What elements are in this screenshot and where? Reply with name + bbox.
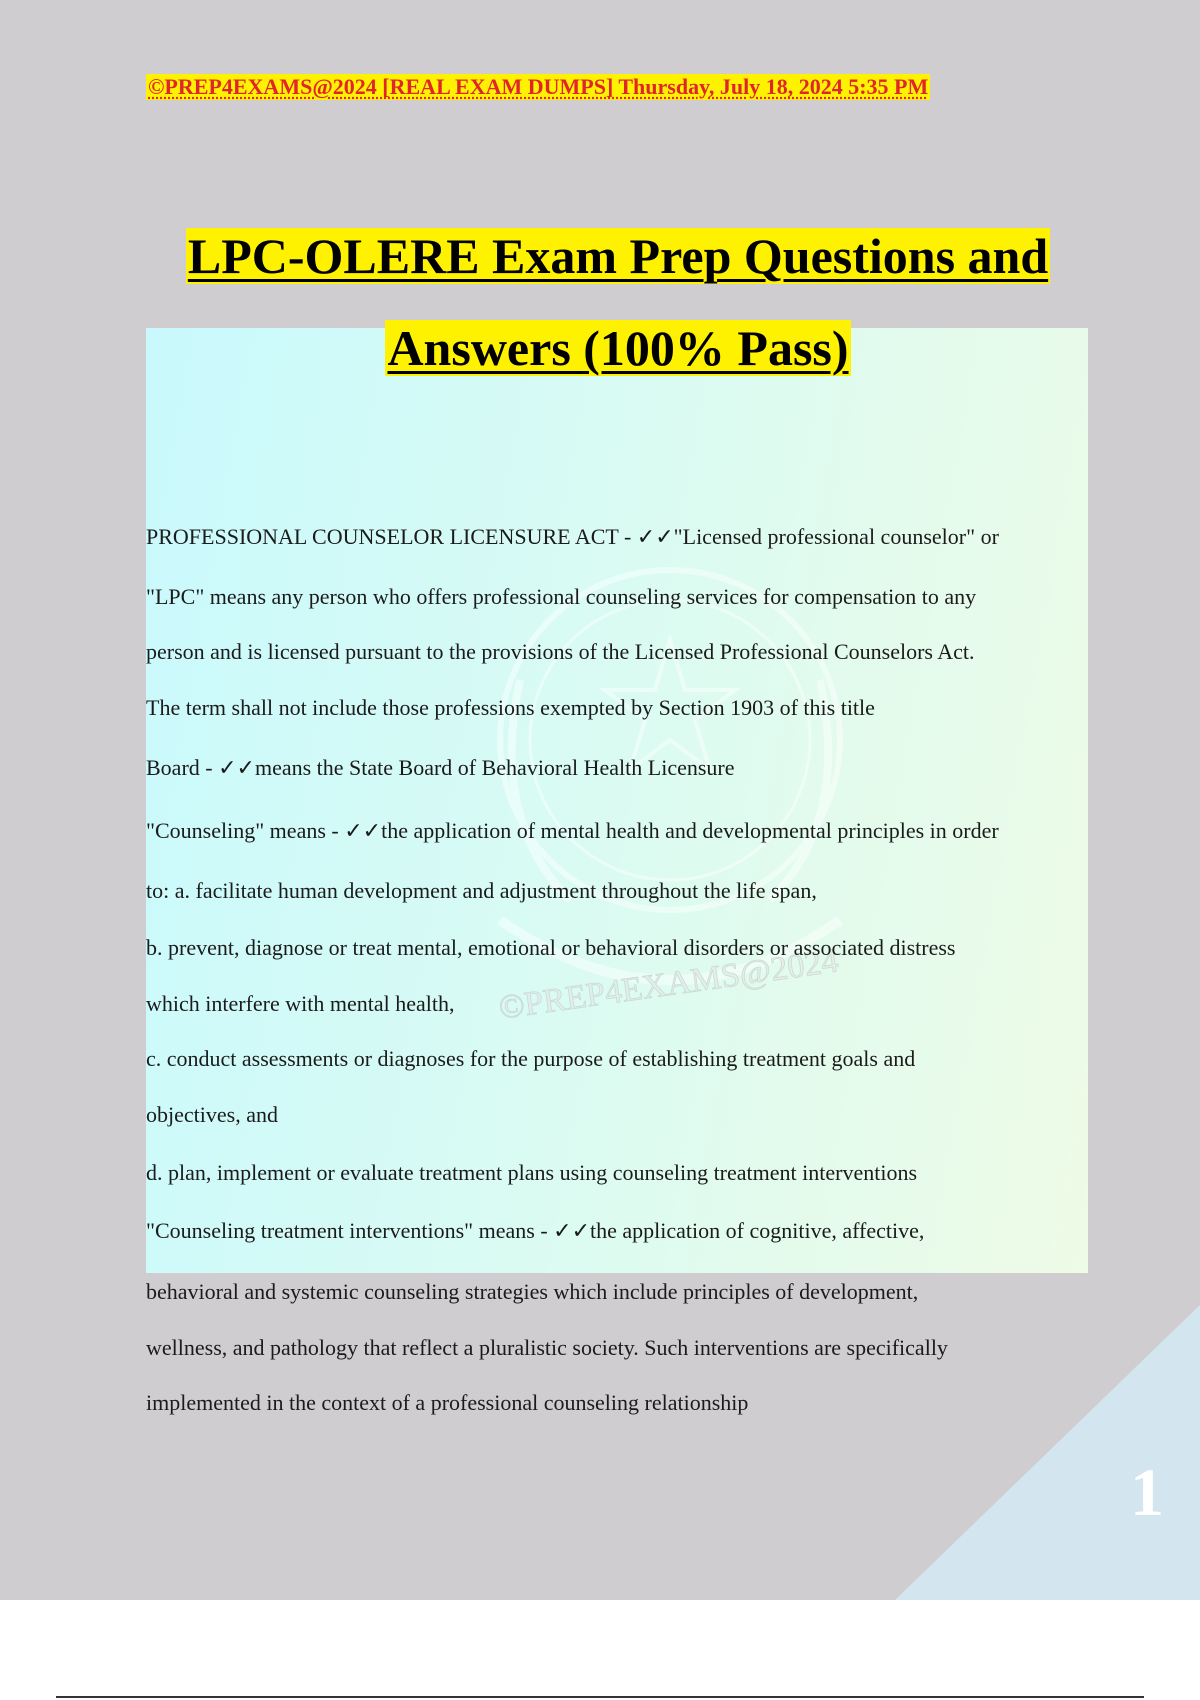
body-line: objectives, and: [146, 1102, 278, 1127]
body-line: Board - ✓✓means the State Board of Behavioral Health Licensure: [146, 755, 735, 780]
body-line: which interfere with mental health,: [146, 991, 455, 1016]
body-line: "Counseling" means - ✓✓the application of mental health and developmental principles in order: [146, 818, 999, 843]
body-line: c. conduct assessments or diagnoses for the purpose of establishing treatment goals and: [146, 1046, 916, 1071]
body-line: d. plan, implement or evaluate treatment plans using counseling treatment interventions: [146, 1160, 918, 1185]
footer-divider: [56, 1696, 1144, 1698]
body-line: behavioral and systemic counseling strategies which include principles of development,: [146, 1279, 919, 1304]
body-line: implemented in the context of a professional counseling relationship: [146, 1390, 749, 1415]
watermark-text: ©PREP4EXAMS@2024: [496, 942, 841, 1027]
page-title-line-2: [0, 318, 1200, 378]
page-number: 1: [1130, 1454, 1164, 1530]
body-line: b. prevent, diagnose or treat mental, emotional or behavioral disorders or associated distress: [146, 935, 956, 960]
body-line: "LPC" means any person who offers professional counseling services for compensation to any: [146, 584, 977, 609]
body-line: person and is licensed pursuant to the provisions of the Licensed Professional Counselors Act.: [146, 639, 975, 664]
body-line: to: a. facilitate human development and adjustment throughout the life span,: [146, 878, 817, 903]
title-text-2: Answers (100% Pass): [387, 320, 849, 376]
copyright-header: ©PREP4EXAMS@2024 [REAL EXAM DUMPS] Thursday, July 18, 2024 5:35 PM: [148, 74, 929, 99]
title-text-1: LPC-OLERE Exam Prep Questions and: [187, 228, 1049, 284]
body-line: wellness, and pathology that reflect a pluralistic society. Such interventions are specifically: [146, 1335, 948, 1360]
body-line: "Counseling treatment interventions" means - ✓✓the application of cognitive, affective,: [146, 1218, 925, 1243]
page-title-line-1: [0, 226, 1200, 286]
body-line: PROFESSIONAL COUNSELOR LICENSURE ACT - ✓✓"Licensed professional counselor" or: [146, 524, 999, 549]
body-line: The term shall not include those professions exempted by Section 1903 of this title: [146, 695, 875, 720]
